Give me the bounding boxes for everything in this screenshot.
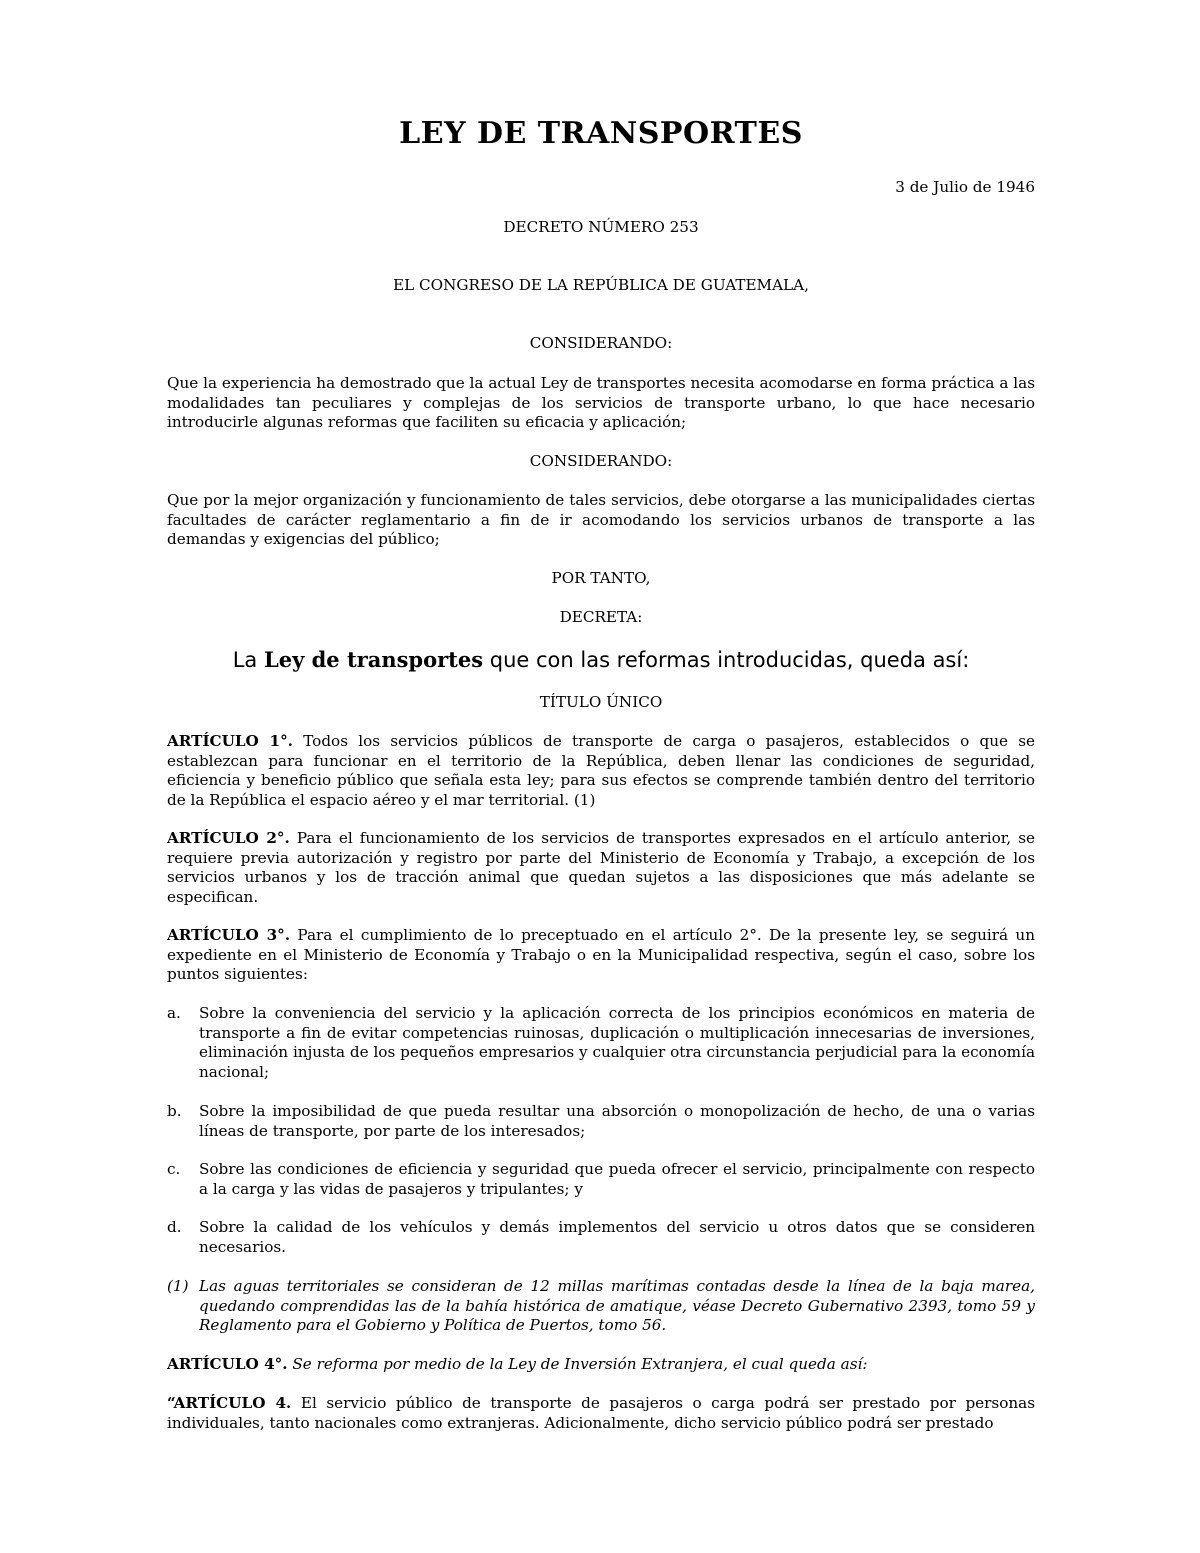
decreta: DECRETA: (559, 608, 643, 626)
list-item-d (167, 1218, 1035, 1257)
article-3-label: ARTÍCULO 3°. (167, 926, 291, 944)
por-tanto: POR TANTO, (551, 569, 651, 587)
list-item-mark: c. (167, 1160, 181, 1178)
article-3 (167, 926, 1035, 985)
considerando-text-1: Que la experiencia ha demostrado que la actual Ley de transportes necesita acomodarse en forma práctica a las modalidades tan peculiares y complejas de los servicios de transporte urbano, lo que hace necesario introducirle algunas reformas que faciliten su eficacia y aplicación; (167, 374, 1035, 431)
considerando-heading-1: CONSIDERANDO: (529, 334, 673, 352)
considerando-text-2: Que por la mejor organización y funcionamiento de tales servicios, debe otorgarse a las municipalidades ciertas facultades de carácter reglamentario a fin de ir acomodando los servicios urbanos de transporte a las demandas y exigencias del público; (167, 491, 1035, 548)
list-item-mark: a. (167, 1004, 181, 1022)
considerando-heading-2: CONSIDERANDO: (529, 452, 673, 470)
article-3-text: Para el cumplimiento de lo preceptuado en el artículo 2°. De la presente ley, se seguirá un expediente en el Ministerio de Economía y Trabajo o en la Municipalidad respectiva, según el caso, sobre los puntos siguientes: (167, 926, 1035, 983)
list-item-mark: b. (167, 1102, 182, 1120)
article-1-label: ARTÍCULO 1°. (167, 732, 293, 750)
article-4-new-text: El servicio público de transporte de pasajeros o carga podrá ser prestado por personas individuales, tanto nacionales como extranjeras. Adicionalmente, dicho servicio público podrá ser prestado (167, 1394, 1035, 1432)
list-item-c (167, 1160, 1035, 1199)
decree-number: DECRETO NÚMERO 253 (503, 218, 699, 236)
congress-heading: EL CONGRESO DE LA REPÚBLICA DE GUATEMALA, (393, 276, 809, 294)
list-item-b (167, 1102, 1035, 1141)
document-title: LEY DE TRANSPORTES (399, 116, 803, 151)
titulo-unico: TÍTULO ÚNICO (539, 693, 663, 711)
article-2-label: ARTÍCULO 2°. (167, 829, 290, 847)
list-item-a (167, 1004, 1035, 1082)
footnote-mark: (1) (167, 1277, 189, 1295)
list-item-text: Sobre la conveniencia del servicio y la aplicación correcta de los principios económicos en materia de transporte a fin de evitar competencias ruinosas, duplicación o multiplicación innecesarias de inversiones, eliminación injusta de los pequeños empresarios y cualquier otra circunstancia perjudicial para la economía nacional; (199, 1004, 1035, 1081)
list-item-text: Sobre la imposibilidad de que pueda resultar una absorción o monopolización de hecho, de una o varias líneas de transporte, por parte de los interesados; (199, 1102, 1035, 1140)
article-2 (167, 829, 1035, 907)
list-item-text: Sobre las condiciones de eficiencia y seguridad que pueda ofrecer el servicio, principalmente con respecto a la carga y las vidas de pasajeros y tripulantes; y (199, 1160, 1035, 1198)
footnote-text: Las aguas territoriales se consideran de 12 millas marítimas contadas desde la línea de la baja marea, quedando comprendidas las de la bahía histórica de amatique, véase Decreto Gubernativo 2393, tomo 59 y Reglamento para el Gobierno y Política de Puertos, tomo 56. (199, 1277, 1035, 1334)
article-4-text: Se reforma por medio de la Ley de Inversión Extranjera, el cual queda así: (292, 1355, 868, 1373)
article-2-text: Para el funcionamiento de los servicios de transportes expresados en el artículo anterior, se requiere previa autorización y registro por parte del Ministerio de Economía y Trabajo, a excepción de los servicios urbanos y los de tracción animal que quedan sujetos a las disposiciones que más adelante se especifican. (167, 829, 1035, 906)
article-4-new (167, 1394, 1035, 1433)
article-4-label: ARTÍCULO 4°. (167, 1355, 288, 1373)
law-intro-line (167, 647, 1035, 672)
article-4 (167, 1355, 1035, 1375)
article-1-text: Todos los servicios públicos de transporte de carga o pasajeros, establecidos o que se establezcan para funcionar en el territorio de la República, deben llenar las condiciones de seguridad, eficiencia y beneficio público que señala esta ley; para sus efectos se comprende también dentro del territorio de la República el espacio aéreo y el mar territorial. (1) (167, 732, 1036, 809)
article-4-new-label: “ARTÍCULO 4. (167, 1394, 292, 1412)
law-line-suffix: que con las reformas introducidas, queda así: (489, 648, 970, 672)
document-date: 3 de Julio de 1946 (895, 178, 1035, 196)
article-1 (167, 732, 1035, 810)
law-line-prefix: La (232, 648, 258, 672)
law-line-bold: Ley de transportes (263, 647, 484, 672)
footnote (167, 1277, 1035, 1336)
list-item-text: Sobre la calidad de los vehículos y demás implementos del servicio u otros datos que se consideren necesarios. (199, 1218, 1035, 1256)
list-item-mark: d. (167, 1218, 182, 1236)
